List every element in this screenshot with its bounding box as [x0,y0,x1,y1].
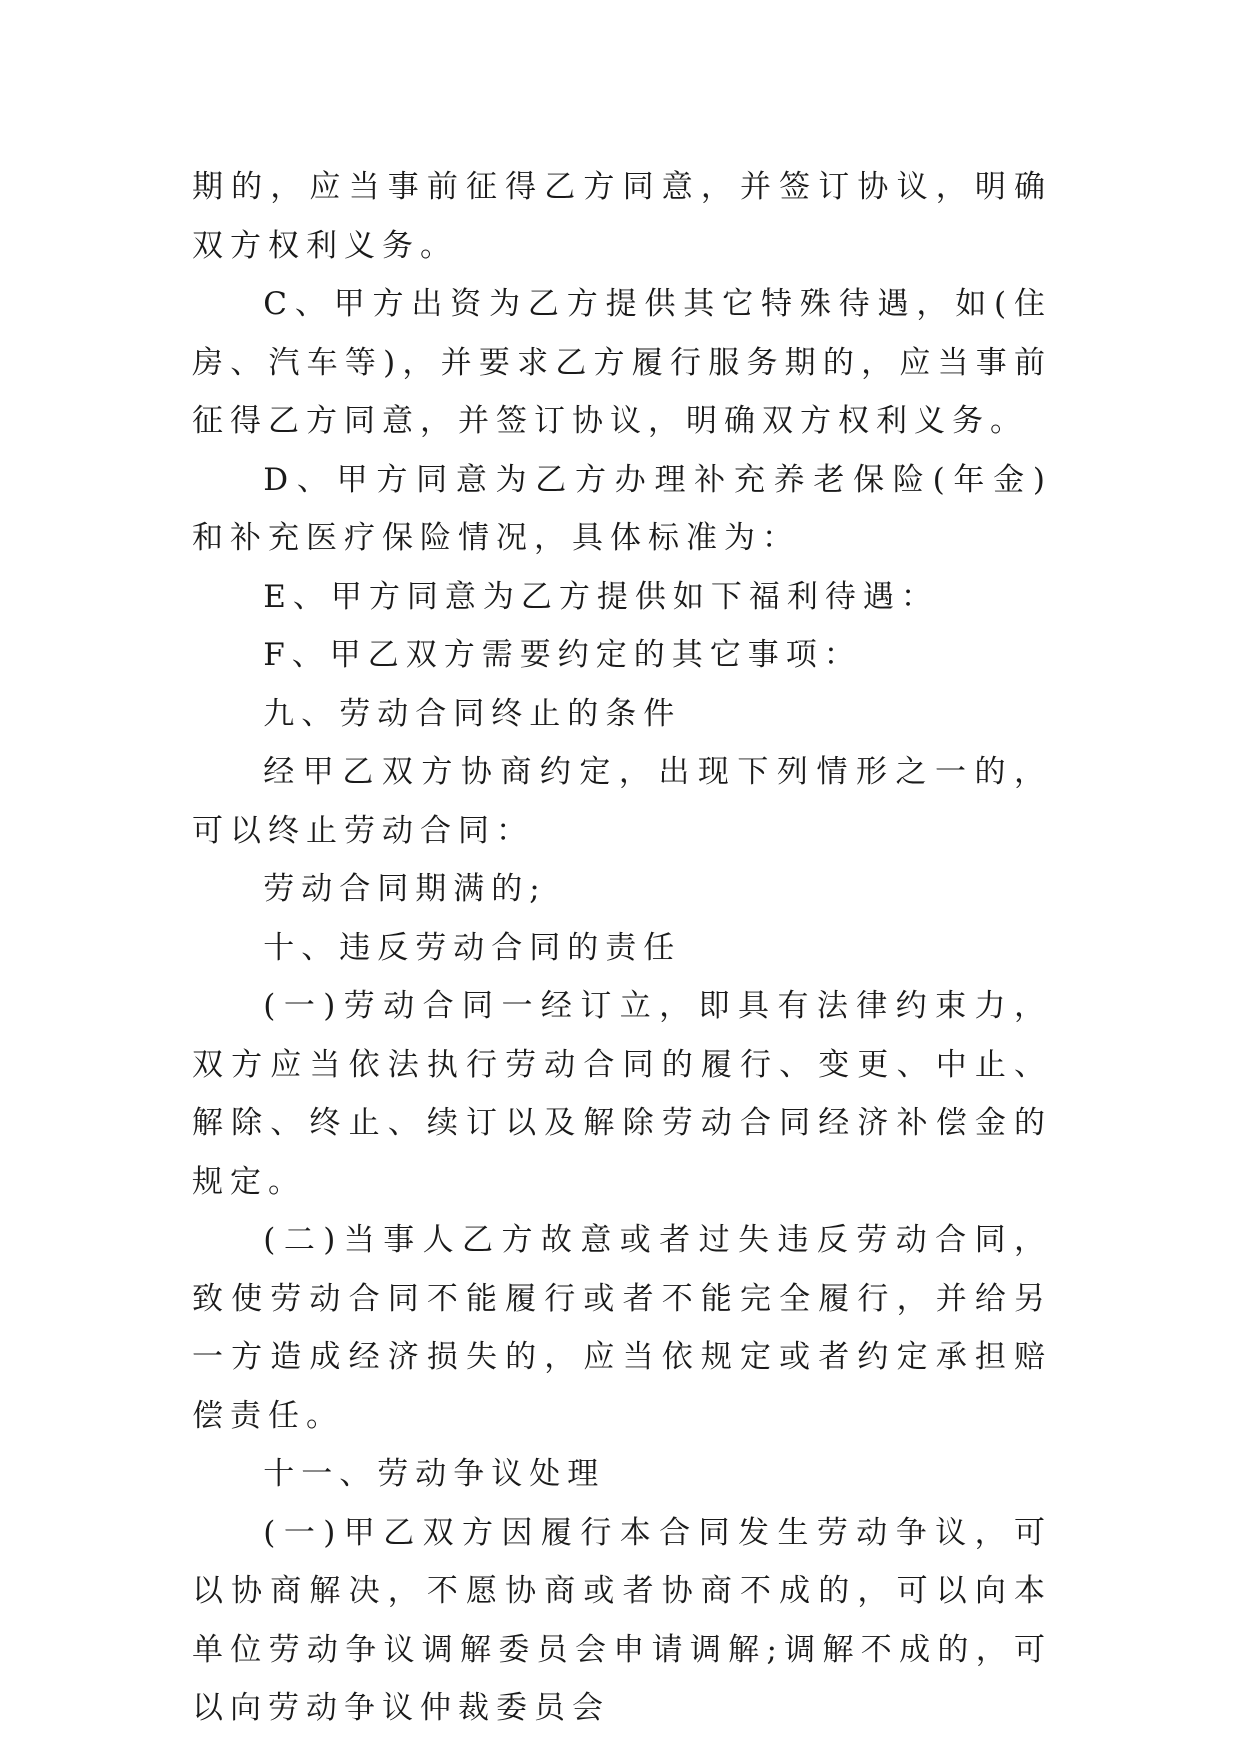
paragraph-clause-e: E、甲方同意为乙方提供如下福利待遇： [263,578,939,615]
paragraph-clause-c: C、甲方出资为乙方提供其它特殊待遇，如(住房、汽车等)，并要求乙方履行服务期的，应当事前征得乙方同意，并签订协议，明确双方权利义务。 [192,286,1052,439]
paragraph-liability-two: (二)当事人乙方故意或者过失违反劳动合同，致使劳动合同不能履行或者不能完全履行，并给另一方造成经济损失的，应当依规定或者约定承担赔偿责任。 [192,1222,1052,1434]
section-heading-eleven: 十一、劳动争议处理 [263,1456,606,1492]
document-body [192,158,1052,1738]
section-heading-nine: 九、劳动合同终止的条件 [263,695,682,732]
paragraph-termination-intro: 经甲乙双方协商约定，出现下列情形之一的，可以终止劳动合同： [192,754,1052,849]
paragraph-dispute-one: (一)甲乙双方因履行本合同发生劳动争议，可以协商解决，不愿协商或者协商不成的，可以向本单位劳动争议调解委员会申请调解;调解不成的，可以向劳动争议仲裁委员会 [192,1514,1052,1726]
paragraph-liability-one: (一)劳动合同一经订立，即具有法律约束力，双方应当依法执行劳动合同的履行、变更、中止、解除、终止、续订以及解除劳动合同经济补偿金的规定。 [192,988,1052,1200]
paragraph-clause-f: F、甲乙双方需要约定的其它事项： [263,637,862,673]
section-heading-ten: 十、违反劳动合同的责任 [263,929,682,966]
paragraph-termination-item: 劳动合同期满的; [263,871,547,907]
paragraph-clause-d: D、甲方同意为乙方办理补充养老保险(年金)和补充医疗保险情况，具体标准为： [192,461,1052,556]
paragraph-continuation: 期的，应当事前征得乙方同意，并签订协议，明确双方权利义务。 [192,169,1052,264]
